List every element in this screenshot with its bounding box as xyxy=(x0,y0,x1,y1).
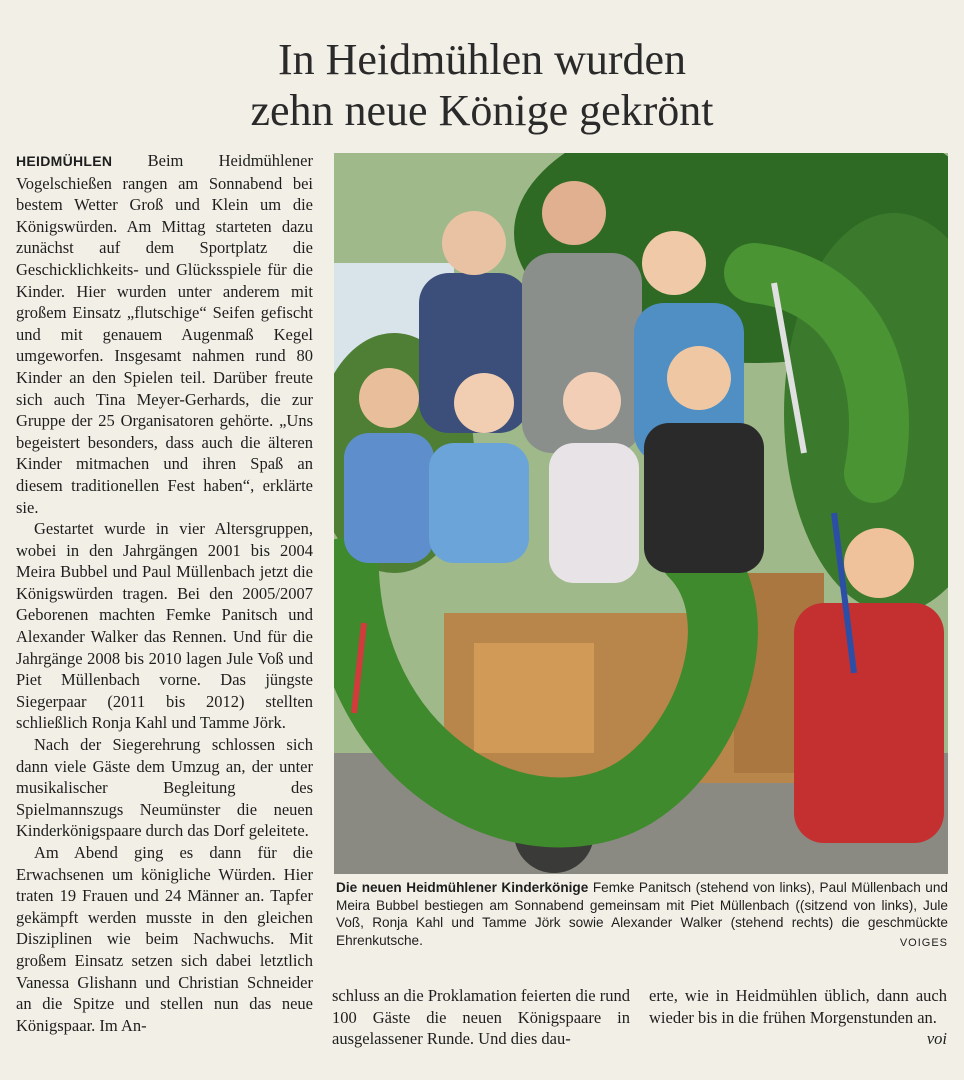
photo-caption xyxy=(336,879,948,949)
article-column-1 xyxy=(16,150,313,1036)
headline-line-1: In Heidmühlen wurden xyxy=(277,35,687,84)
author-signature: voi xyxy=(926,1029,947,1049)
caption-title: Die neuen Heidmühlener Kinderkönige xyxy=(336,880,589,895)
article-photo xyxy=(334,153,948,874)
photo-credit: VOIGES xyxy=(899,937,948,949)
headline xyxy=(0,34,964,136)
article-paragraph-1 xyxy=(16,150,313,518)
article-paragraph-5: schluss an die Proklamation feierten die rund 100 Gäste die neuen Königspaare in ausgelassener Runde. Und dies dau- xyxy=(332,986,630,1049)
article-paragraph-1-text: Beim Heidmühlener Vogelschießen rangen am Sonnabend bei bestem Wetter Groß und Klein um die Königswürden. Am Mittag starteten dazu zunächst auf dem Sportplatz die Geschicklichkeits- und Glücksspiele für die Kinder. Hier wurden unter anderem mit großem Einsatz „flutschige“ Seifen gefischt und mit genauem Augenmaß Kegel umgeworfen. Insgesamt nahmen rund 80 Kinder an den Spielen teil. Darüber freute sich auch Tina Meyer-Gerhards, die zur Gruppe der 25 Organisatoren gehörte. „Uns begeistert besonders, dass auch die älteren Kinder mitmachen und ihren Spaß an diesem traditionellen Fest haben“, erklärte sie. xyxy=(16,151,313,517)
caption-text: Femke Panitsch (stehend von links), Paul Müllenbach und Meira Bubbel bestiegen am Sonnabend gemeinsam mit Piet Müllenbach ((sitzend von links), Jule Voß, Ronja Kahl und Tamme Jörk sowie Alexander Walker (stehend rechts) die geschmückte Ehrenkutsche. xyxy=(336,880,948,948)
article-paragraph-6: erte, wie in Heidmühlen üblich, dann auch wieder bis in die frühen Morgenstunden an. xyxy=(649,986,947,1027)
photo-children-on-carriage-icon xyxy=(334,153,948,874)
article-paragraph-4: Am Abend ging es dann für die Erwachsenen um königliche Würden. Hier traten 19 Frauen und 24 Männer an. Tapfer gekämpft werden musste in den gleichen Disziplinen wie beim Nachwuchs. Mit großem Einsatz setzen sich dabei letztlich Vanessa Glishann und Christian Schneider an die Spitze und stellen nun das neue Königspaar. Im An- xyxy=(16,843,313,1035)
dateline: HEIDMÜHLEN xyxy=(16,153,113,169)
article-paragraph-3: Nach der Siegerehrung schlossen sich dann viele Gäste dem Umzug an, der unter musikalischer Begleitung des Spielmannszugs Neumünster die neuen Kinderkönigspaare durch das Dorf geleitete. xyxy=(16,735,313,841)
headline-line-2: zehn neue Könige gekrönt xyxy=(250,86,714,135)
article-column-2 xyxy=(332,985,630,1050)
article-paragraph-2: Gestartet wurde in vier Altersgruppen, wobei in den Jahrgängen 2001 bis 2004 Meira Bubbel und Paul Müllenbach jetzt die Königswürden tragen. Bei den 2005/2007 Geborenen machten Femke Panitsch und Alexander Walker das Rennen. Und für die Jahrgänge 2008 bis 2010 lagen Jule Voß und Piet Müllenbach vorne. Das jüngste Siegerpaar (2011 bis 2012) stellten schließlich Ronja Kahl und Tamme Jörk. xyxy=(16,519,313,733)
article-column-3 xyxy=(649,985,947,1050)
